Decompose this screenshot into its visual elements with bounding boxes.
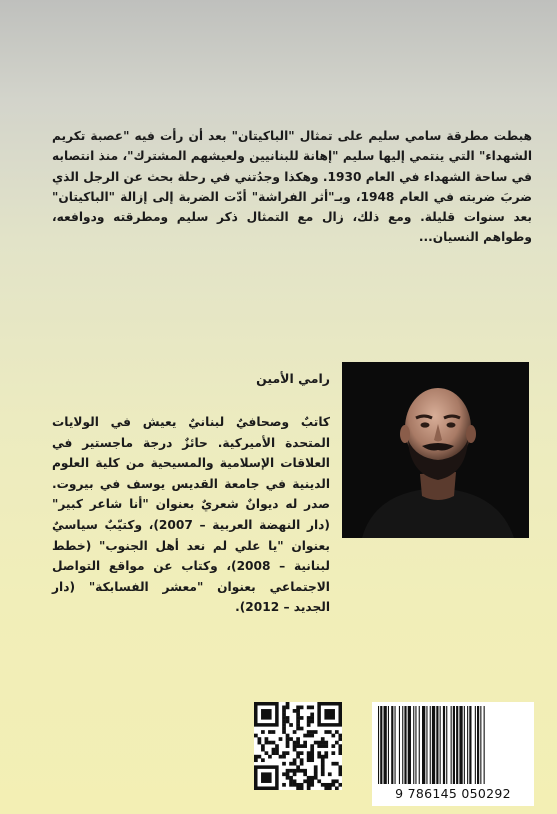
author-bio: كاتبٌ وصحافيٌ لبنانيٌ يعيش في الولايات المتحدة الأميركية. حائزٌ درجة ماجستير في العلاقات الإسلامية والمسيحية من كلية العلوم الدينية في جامعة القديس يوسف في بيروت. صدر له ديوانٌ شعريٌ بعنوان "أنا شاعر كبير" (دار النهضة العربية – 2007)، وكتيّبٌ سياسيٌ بعنوان "يا علي لم نعد أهل الجنوب" (خطط لبنانية – 2008)، وكتاب عن مواقع التواصل الاجتماعي بعنوان "معشر الفسابكة" (دار الجديد – 2012).: [52, 415, 330, 615]
author-photo: [342, 362, 529, 538]
author-portrait-image: [342, 362, 529, 538]
blurb-paragraph: هبطت مطرقة سامي سليم على تمثال "الباكيتان" بعد أن رأت فيه "عصبة تكريم الشهداء" التي ينتمي إليها سليم "إهانة للبنانيين ولعيشهم المشترك"، منذ انتصابه في ساحة الشهداء في العام 1930. وهكذا وجدُتني في رحلة بحث عن الرجل الذي ضربَ ضربته في العام 1948، وبـ"أثر الفراشة" أدّت الضربة إلى إزالة "الباكيتان" بعد سنوات قليلة. ومع ذلك، زال مع التمثال ذكر سليم ومطرقته ودوافعه، وطواهم النسيان...: [52, 129, 532, 245]
author-name: رامي الأمين: [256, 371, 330, 386]
isbn-number: 9 786145 050292: [395, 786, 511, 801]
isbn-barcode: [372, 702, 534, 806]
qr-code-graphic: [254, 702, 342, 790]
qr-code: [254, 702, 342, 790]
barcode-graphic: [372, 702, 534, 786]
